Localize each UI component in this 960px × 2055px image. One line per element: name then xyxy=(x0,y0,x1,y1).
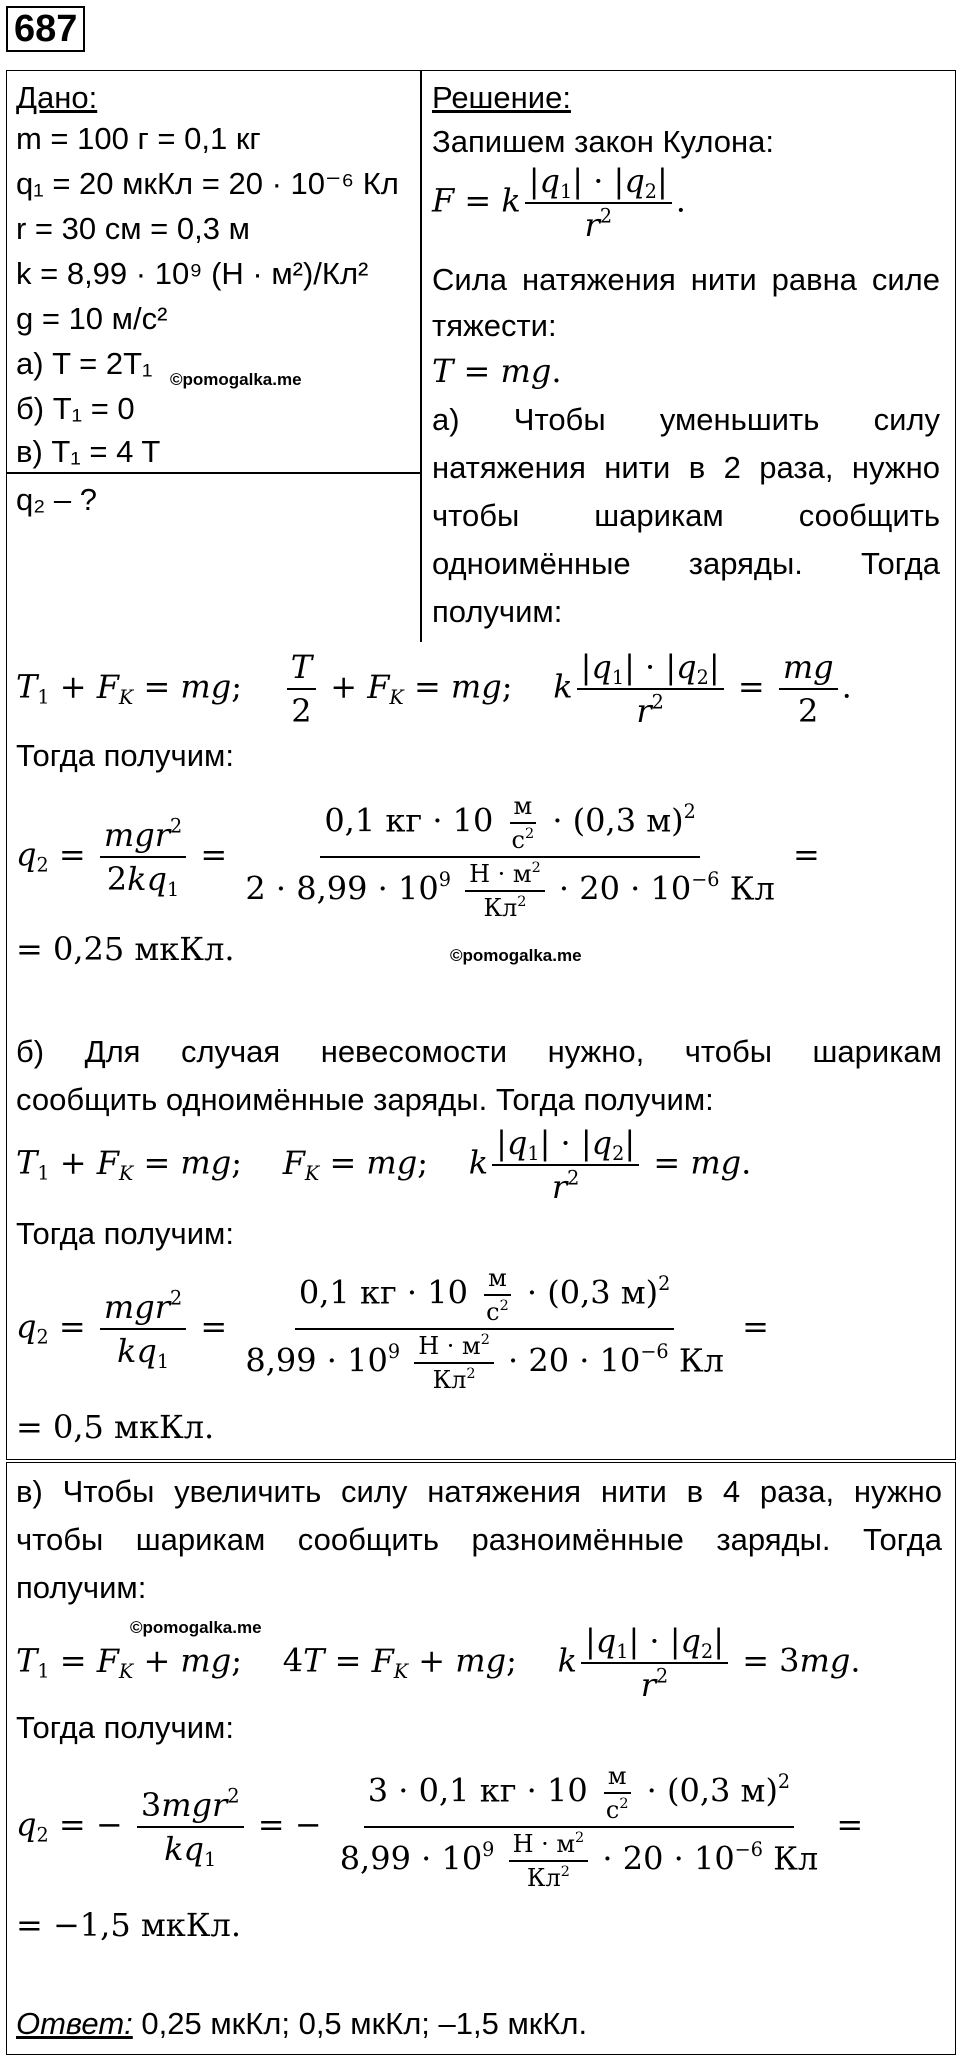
part-a-line: одноимённые заряды. Тогда xyxy=(432,546,940,581)
solution-title: Решение: xyxy=(432,80,571,115)
given-line: k = 8,99 · 10⁹ (Н · м²)/Кл² xyxy=(16,256,369,291)
tension-line: тяжести: xyxy=(432,308,557,343)
part-a-q2-formula: $q_2$ = $\frac{mgr^2}{2kq_1}$ = 0,1 кг · 10 $\frac{м}{с^2}$ · (0,3 м)$^2$ $2 \cdot 8,99 \cdot 10^9$ $\frac{Н \cdot м^2}{Кл^2}$ · $20 \cdot 10^{-6}$ Кл = xyxy=(16,792,820,922)
given-title: Дано: xyxy=(16,80,98,115)
part-a-equation: $T_1 + F_K$ = mg; $\frac{T}{2}$ + $F_K$ = mg; k $\frac{|q_1| \cdot |q_2|}{r^2}$ = $\frac{mg}{2}$ . xyxy=(16,648,852,730)
then-label: Тогда получим: xyxy=(16,738,234,773)
solution-intro: Запишем закон Кулона: xyxy=(432,124,774,159)
part-c-line: чтобы шарикам сообщить разноимённые заряды. Тогда xyxy=(16,1522,942,1557)
part-a-line: чтобы шарикам сообщить xyxy=(432,498,940,533)
watermark: ©pomogalka.me xyxy=(170,370,302,389)
given-line: r = 30 см = 0,3 м xyxy=(16,211,250,246)
answer-label: Ответ: xyxy=(16,2006,133,2041)
watermark: ©pomogalka.me xyxy=(450,946,582,965)
given-line: а) T = 2T₁ xyxy=(16,346,153,381)
coulomb-formula: F = k $\frac{|q_1| \cdot |q_2|}{r^2}$ . xyxy=(432,162,686,244)
given-line: q₁ = 20 мкКл = 20 · 10⁻⁶ Кл xyxy=(16,166,399,201)
part-b-equation: $T_1 + F_K$ = mg; $F_K$ = mg; k $\frac{|q_1| \cdot |q_2|}{r^2}$ = mg. xyxy=(16,1124,752,1206)
part-a-line: получим: xyxy=(432,594,563,629)
part-c-line: получим: xyxy=(16,1570,147,1605)
answer-text: 0,25 мкКл; 0,5 мкКл; –1,5 мкКл. xyxy=(132,2006,588,2041)
watermark: ©pomogalka.me xyxy=(130,1618,262,1637)
tension-formula: T = mg. xyxy=(432,352,562,390)
part-c-result: = −1,5 мкКл. xyxy=(16,1906,242,1944)
given-line: m = 100 г = 0,1 кг xyxy=(16,121,261,156)
part-a-result: = 0,25 мкКл. xyxy=(16,930,235,968)
part-b-line: сообщить одноимённые заряды. Тогда получим: xyxy=(16,1082,714,1117)
part-b-result: = 0,5 мкКл. xyxy=(16,1408,215,1446)
given-solution-divider xyxy=(420,70,422,642)
part-c-q2-formula: $q_2$ = − $\frac{3mgr^2}{kq_1}$ = − 3 · 0,1 кг · 10 $\frac{м}{с^2}$ · (0,3 м)$^2$ $8,99 \cdot 10^9$ $\frac{Н \cdot м^2}{Кл^2}$ · $20 \cdot 10^{-6}$ Кл = xyxy=(16,1762,864,1892)
part-c-equation: $T_1 = F_K$ + mg; $4T = F_K$ + mg; k $\frac{|q_1| \cdot |q_2|}{r^2}$ = 3mg. xyxy=(16,1622,861,1704)
part-b-q2-formula: $q_2$ = $\frac{mgr^2}{kq_1}$ = 0,1 кг · 10 $\frac{м}{с^2}$ · (0,3 м)$^2$ $8,99 \cdot 10^9$ $\frac{Н \cdot м^2}{Кл^2}$ · $20 \cdot 10^{-6}$ Кл = xyxy=(16,1264,769,1394)
tension-line: Сила натяжения нити равна силе xyxy=(432,262,940,297)
given-line: в) T₁ = 4 T xyxy=(16,434,161,469)
then-label: Тогда получим: xyxy=(16,1710,234,1745)
answer xyxy=(16,2002,587,2046)
part-a-line: натяжения нити в 2 раза, нужно xyxy=(432,450,940,485)
given-line: g = 10 м/с² xyxy=(16,301,168,336)
find-label: q₂ – ? xyxy=(16,482,97,517)
given-line: б) T₁ = 0 xyxy=(16,391,135,426)
part-b-line: б) Для случая невесомости нужно, чтобы шарикам xyxy=(16,1034,942,1069)
part-a-line: а) Чтобы уменьшить силу xyxy=(432,402,940,437)
part-c-line: в) Чтобы увеличить силу натяжения нити в 4 раза, нужно xyxy=(16,1474,942,1509)
problem-number: 687 xyxy=(6,6,85,52)
then-label: Тогда получим: xyxy=(16,1216,234,1251)
